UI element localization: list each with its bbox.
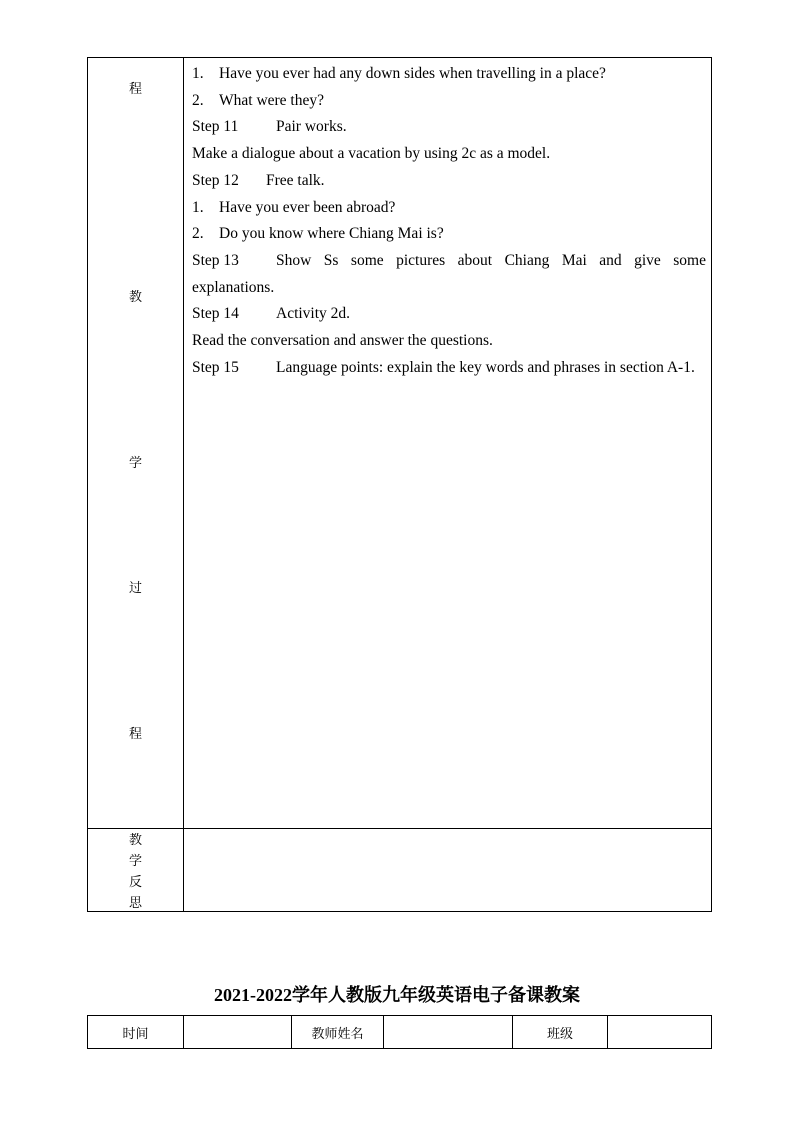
step-detail: Read the conversation and answer the questions.	[192, 332, 493, 350]
question-line	[192, 195, 706, 222]
time-field[interactable]	[184, 1016, 292, 1048]
list-number: 2.	[192, 91, 204, 109]
teacher-name-label: 教师姓名	[292, 1016, 384, 1048]
reflection-char: 学	[128, 854, 142, 869]
time-label: 时间	[88, 1016, 184, 1048]
reflection-char: 反	[128, 875, 142, 890]
step-text: Activity 2d.	[276, 305, 351, 323]
side-label-guo: 过	[128, 581, 142, 596]
step-text: Pair works.	[276, 118, 347, 136]
step-line	[192, 114, 706, 141]
question-line	[192, 88, 706, 115]
step-line	[192, 168, 706, 195]
reflection-label	[88, 829, 183, 914]
step-label: Step 12	[192, 171, 239, 189]
list-number: 1.	[192, 65, 204, 82]
info-table	[87, 1015, 712, 1049]
step-text: Language points: explain the key words and phrases in section A-1.	[276, 358, 695, 376]
step-line	[192, 355, 706, 382]
step-label: Step 13	[192, 251, 239, 269]
question-text: Have you ever had any down sides when travelling in a place?	[219, 65, 606, 82]
list-number: 1.	[192, 198, 204, 216]
reflection-char: 思	[128, 896, 142, 911]
column-divider	[183, 58, 184, 911]
step-label: Step 11	[192, 118, 239, 136]
question-text: Do you know where Chiang Mai is?	[219, 225, 444, 243]
step-line	[192, 301, 706, 328]
teacher-name-field[interactable]	[384, 1016, 513, 1048]
step-text: Free talk.	[266, 171, 325, 189]
step-line	[192, 248, 706, 301]
reflection-char: 教	[128, 833, 142, 848]
step-label: Step 14	[192, 305, 239, 323]
step-text: Show Ss some pictures about Chiang Mai and give some explanations.	[192, 251, 706, 296]
side-label-cheng: 程	[128, 727, 142, 742]
step-label: Step 15	[192, 358, 239, 376]
question-text: What were they?	[219, 91, 324, 109]
step-detail: Make a dialogue about a vacation by using 2c as a model.	[192, 145, 551, 163]
question-line	[192, 221, 706, 248]
list-number: 2.	[192, 225, 204, 243]
class-field[interactable]	[608, 1016, 711, 1048]
question-line	[192, 61, 706, 88]
lesson-process-table	[87, 57, 712, 912]
document-title: 2021-2022学年人教版九年级英语电子备课教案	[214, 985, 580, 1005]
side-label-jiao: 教	[128, 290, 142, 305]
class-label: 班级	[513, 1016, 608, 1048]
side-label-cheng-top: 程	[128, 82, 142, 97]
question-text: Have you ever been abroad?	[219, 198, 396, 216]
process-content	[192, 61, 706, 381]
side-label-xue: 学	[128, 456, 142, 471]
